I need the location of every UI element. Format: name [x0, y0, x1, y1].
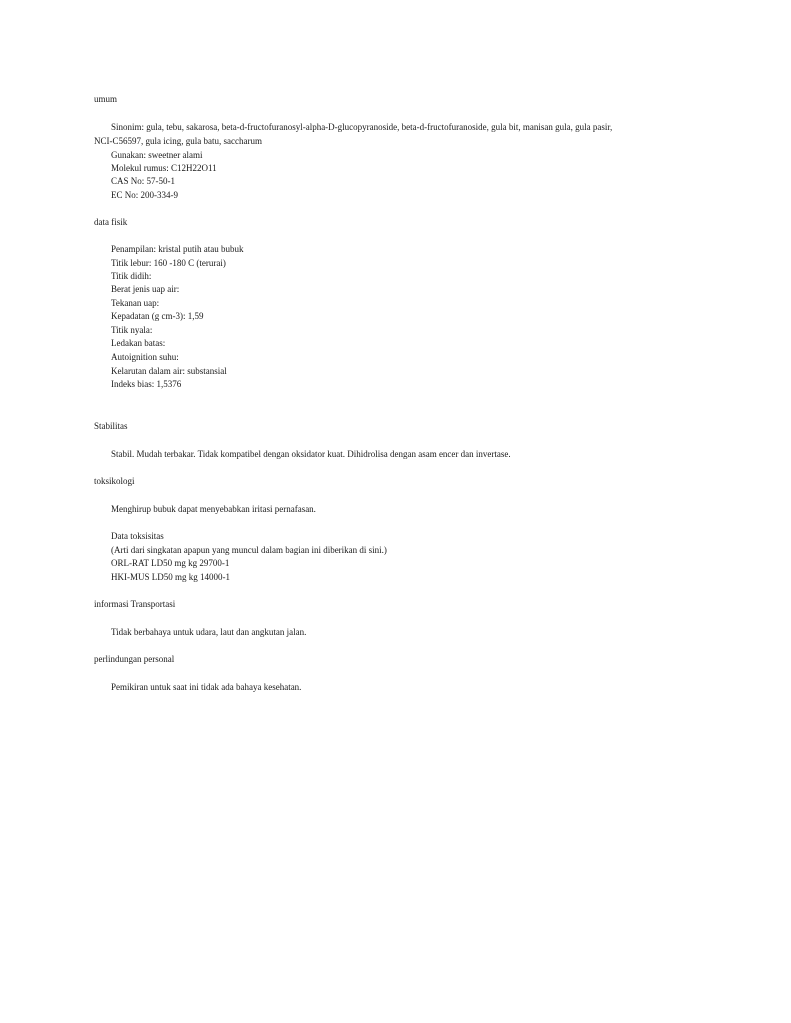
gunakan-line: Gunakan: sweetner alami — [111, 150, 203, 160]
data-fisik-item: Titik nyala: — [111, 325, 153, 335]
molekul-line: Molekul rumus: C12H22O11 — [111, 163, 217, 173]
data-fisik-item: Titik didih: — [111, 271, 152, 281]
perlindungan-text: Pemikiran untuk saat ini tidak ada bahaya kesehatan. — [111, 682, 302, 692]
data-toksisitas-title: Data toksisitas — [111, 531, 164, 541]
data-fisik-item: Tekanan uap: — [111, 298, 160, 308]
data-fisik-item: Penampilan: kristal putih atau bubuk — [111, 244, 244, 254]
toksisitas-item: HKI-MUS LD50 mg kg 14000-1 — [111, 572, 230, 582]
sinonim-line-1: Sinonim: gula, tebu, sakarosa, beta-d-fructofuranosyl-alpha-D-glucopyranoside, beta-d-fructofuranoside, gula bit, manisan gula, gula pasir, — [111, 122, 613, 132]
stabilitas-text: Stabil. Mudah terbakar. Tidak kompatibel dengan oksidator kuat. Dihidrolisa dengan asam encer dan invertase. — [111, 449, 511, 459]
section-heading-toksikologi: toksikologi — [94, 476, 135, 486]
data-fisik-item: Titik lebur: 160 -180 C (terurai) — [111, 258, 226, 268]
transportasi-text: Tidak berbahaya untuk udara, laut dan angkutan jalan. — [111, 627, 307, 637]
section-heading-perlindungan: perlindungan personal — [94, 654, 175, 664]
section-heading-data-fisik: data fisik — [94, 217, 128, 227]
section-heading-transportasi: informasi Transportasi — [94, 599, 176, 609]
ec-line: EC No: 200-334-9 — [111, 190, 178, 200]
section-heading-umum: umum — [94, 94, 118, 104]
cas-line: CAS No: 57-50-1 — [111, 176, 176, 186]
data-fisik-item: Kelarutan dalam air: substansial — [111, 366, 227, 376]
data-fisik-item: Kepadatan (g cm-3): 1,59 — [111, 311, 204, 321]
data-toksisitas-note: (Arti dari singkatan apapun yang muncul dalam bagian ini diberikan di sini.) — [111, 545, 387, 555]
data-fisik-item: Autoignition suhu: — [111, 352, 179, 362]
data-fisik-item: Indeks bias: 1,5376 — [111, 379, 182, 389]
data-fisik-item: Berat jenis uap air: — [111, 284, 180, 294]
sinonim-line-2: NCI-C56597, gula icing, gula batu, saccharum — [94, 136, 262, 146]
data-fisik-item: Ledakan batas: — [111, 338, 166, 348]
toksisitas-item: ORL-RAT LD50 mg kg 29700-1 — [111, 558, 230, 568]
section-heading-stabilitas: Stabilitas — [94, 421, 128, 431]
toksikologi-text: Menghirup bubuk dapat menyebabkan iritasi pernafasan. — [111, 504, 316, 514]
